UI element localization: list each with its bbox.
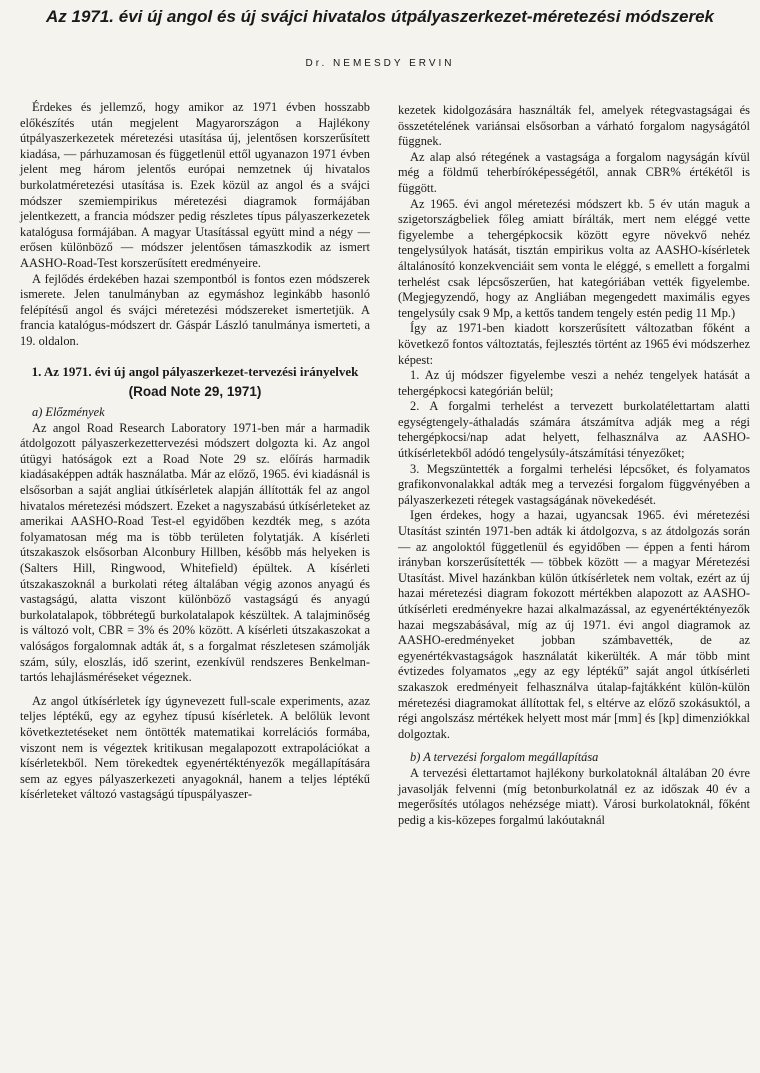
- subsection-heading: b) A tervezési forgalom megállapítása: [410, 750, 599, 765]
- subsection-heading: a) Előzmények: [32, 405, 105, 420]
- left-column: [20, 100, 370, 803]
- article-title: Az 1971. évi új angol és új svájci hivatalos útpályaszerkezet-méretezési módszerek: [45, 7, 715, 26]
- section-heading: 1. Az 1971. évi új angol pályaszerkezet-tervezési irányelvek: [31, 363, 359, 379]
- section-subtitle: (Road Note 29, 1971): [128, 383, 262, 399]
- list-item: 2. A forgalmi terhelést a tervezett burkolatélettartam alatti egységtengely-áthaladás számára átszámítva adják meg a régi tehergépkocsi/nap adat helyett, felhasználva az AASHO-útkísérletekből adódó tengelysúly-átszámítási tényezőket;: [398, 399, 750, 461]
- paragraph: Így az 1971-ben kiadott korszerűsített változatban főként a következő fontos változtatás, fejlesztés történt az 1965 évi módszerhez képest:: [398, 321, 750, 367]
- article-author: Dr. NEMESDY ERVIN: [305, 58, 455, 69]
- paragraph: A tervezési élettartamot hajlékony burkolatoknál általában 20 évre javasolják felvenni (míg betonburkolatnál ez az időszak 40 év a megerősítés utólagos nehézsége miatt). Városi burkolatoknál, főként pedig a kis-közepes forgalmú lakóutaknál: [398, 765, 750, 827]
- list-item: 3. Megszüntették a forgalmi terhelési lépcsőket, és folyamatos grafikonvonalakkal adták meg a tervezési forgalom függvényében a pályaszerkezeti rétegek vastagságának növekedését.: [398, 461, 750, 507]
- paragraph: A fejlődés érdekében hazai szempontból is fontos ezen módszerek ismerete. Jelen tanulmányban az egymáshoz leginkább hasonló felépítésű angol és svájci méretezési módszereket ismertetjük. A francia katalógus-módszert dr. Gáspár László tanulmánya ismerteti, a 19. oldalon.: [20, 271, 370, 348]
- paragraph: Az alap alsó rétegének a vastagsága a forgalom nagyságán kívül még a földmű teherbíróképességétől, annak CBR% értékétől is függött.: [398, 149, 750, 195]
- paragraph: Érdekes és jellemző, hogy amikor az 1971 évben hosszabb előkészítés után megjelent Magyarországon a Hajlékony útpályaszerkezetek méretezési utasítása új, jelentősen korszerűsített kiadása, — párhuzamosan és függetlenül ettől ugyanazon 1971 évben jelent meg három jelentős európai nemzetnek új hivatalos burkolatméretezési utasítása is. Ezek közül az angol és a svájci módszer szemiempirikus méretezési diagramok formájában jelentkezett, a francia módszer pedig részletes típus pályaszerkezetek katalógusa formájában. A magyar Utasítással együtt mind a négy — erősen különböző — módszer jelentősen támaszkodik az ismert AASHO-Road-Test korszerűsített eredményeire.: [20, 100, 370, 270]
- paragraph: Igen érdekes, hogy a hazai, ugyancsak 1965. évi méretezési Utasítást szintén 1971-ben adták ki átdolgozva, s az átdolgozás során — az angoloktól függetlenül és egyidőben — éppen a fenti három irányban korszerűsítették — többek között — a magyar Méretezési Utasítást. Mivel hazánkban külön útkísérletek nem voltak, ezért az új hazai méretezési diagram fokozott mértékben alapozott az AASHO-útkísérleti eredményekre hazai alkalmazással, az egyenértéktényezők hazai megszabásával, míg az új 1971. évi angol diagramok az AASHO-eredményeket jobban számbavették, de az egyenértékvastagságok használatát kikerülték. A már több mint évtizedes folyamatos „egy az egy léptékű” saját angol útkísérleti szakaszok eredményeit felhasználva útalap-fajtákként külön-külön méretezési diagramokat állítottak fel, s eltérve az előző szokásuktól, a régi angolszász mértékek helyett most már [mm] és [kp] dimenziókkal dolgoztak.: [398, 508, 750, 741]
- paragraph: Az angol útkísérletek így úgynevezett full-scale experiments, azaz teljes léptékű, egy az egyhez típusú kísérletek. A belőlük levont következtetéseket nem öntötték matematikai korrelációs formába, viszont nem is végeztek kritikusan megalapozott extrapolációkat a kísérletekből. Nem törekedtek egyenértéktényezők megállapítására sem az egyes pályaszerkezeti anyagoknál, hanem a teljes léptékű kísérleteket változó vastagságú típuspályaszer-: [20, 693, 370, 802]
- right-column: [398, 103, 750, 828]
- paragraph: kezetek kidolgozására használták fel, amelyek rétegvastagságai és összetételének variánsai elsősorban a várható forgalom nagyságától függnek.: [398, 103, 750, 149]
- list-item: 1. Az új módszer figyelembe veszi a nehéz tengelyek hatását a tehergépkocsi kategórián belül;: [398, 368, 750, 398]
- paragraph: Az 1965. évi angol méretezési módszert kb. 5 év után maguk a szigetországbeliek főleg amiatt bírálták, mert nem eléggé vette figyelembe a tehergépkocsik között egyre növekvő nehéz tengelysúlyok hatását, tisztán empirikus volta az AASHO-kísérletek általánosító konzekvenciáit sem vonta le eléggé, s emellett a forgalmi terhelést csak lépcsőszerűen, hat kategóriában vették figyelembe. (Megjegyzendő, hogy az Angliában megengedett maximális egyes tengelysúly csak 9 Mp, a kettős tandem tengely estén pedig 11 Mp.): [398, 196, 750, 320]
- paragraph: Az angol Road Research Laboratory 1971-ben már a harmadik átdolgozott pályaszerkezettervezési módszert dolgozta ki. Az angol útügyi hatóságok ezt a Road Note 29 sz. előírás harmadik kiadásaképpen adták használatba. Már az előző, 1965. évi kiadásnál is elsősorban a saját angliai útkísérletek alapján állították fel az angol hivatalos méretezési módszert. Ezeket a nagyszabású útkísérleteket az amerikai AASHO-Road Test-el egyidőben kezdték meg, s azóta folyamatosan még ma is több területen folytatják. A kísérleti útszakaszok elsősorban Alconbury Hillben, később más helyeken is (Salters Hill, Ringwood, Whitefield) épültek. A kísérleti útszakaszoknál a burkolati réteg általában végig azonos anyagú és vastagságú, alatta viszont különböző vastagságú és anyagú burkolatalapok, többrétegű burkolatalapok készültek. A talajminőség is változó volt, CBR = 3% és 20% között. A kísérleti útszakaszokat a valóságos forgalomnak adták át, s a forgalmat részletesen számolják szám, súly, eloszlás, idő szerint, ezenkívül rendszeres Benkelman-tartós lehajlásméréseket végeznek.: [20, 420, 370, 685]
